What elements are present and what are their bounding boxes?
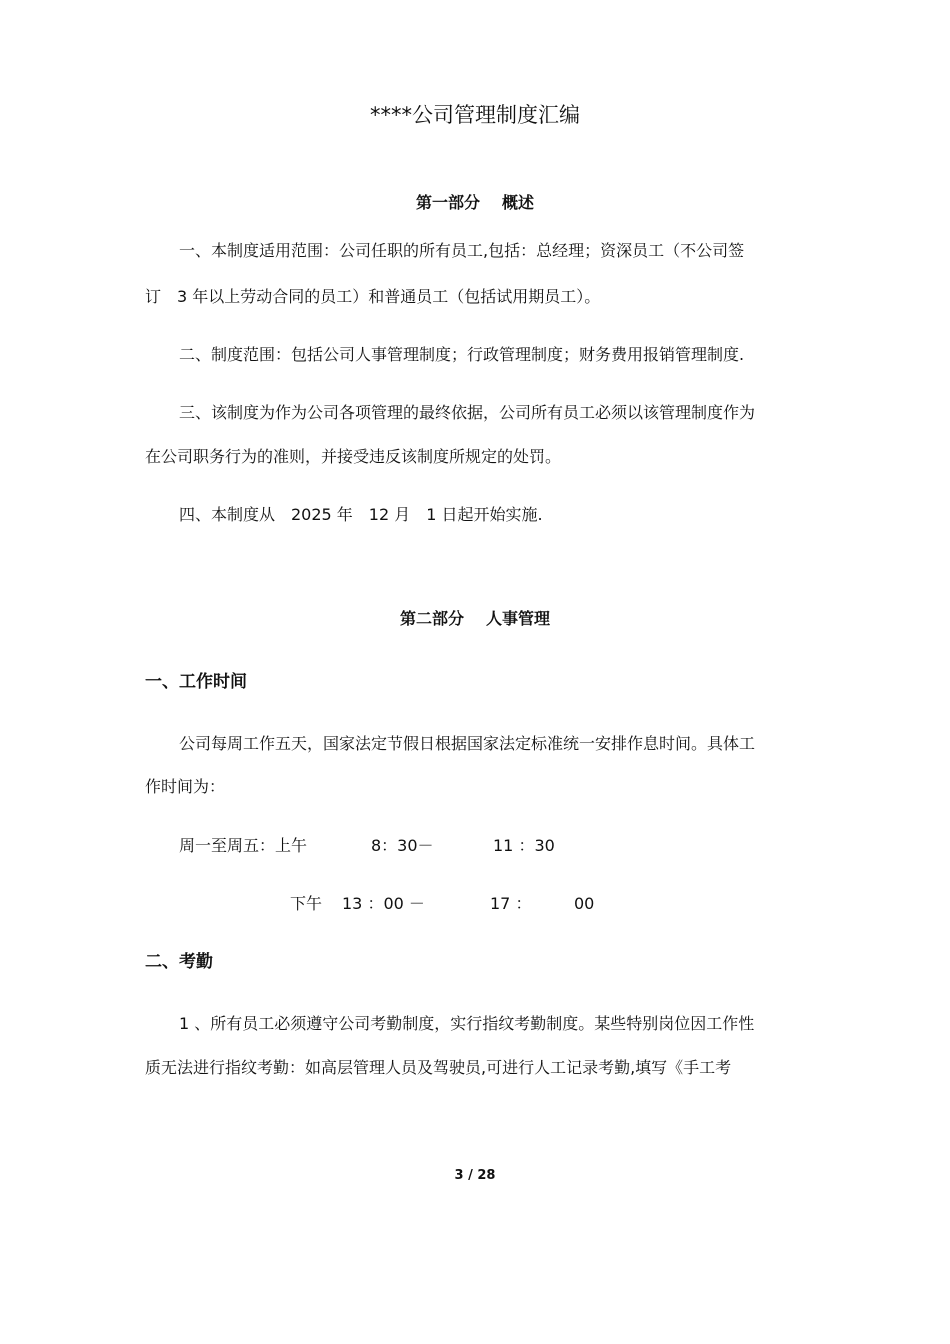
work-hours-paragraph-line1: 公司每周工作五天，国家法定节假日根据国家法定标准统一安排作息时间。具体工 — [179, 734, 756, 753]
part1-paragraph4: 四、本制度从 2025 年 12 月 1 日起开始实施. — [179, 505, 543, 524]
afternoon-end-minute: 00 — [574, 894, 595, 913]
schedule-label: 周一至周五：上午 — [179, 836, 308, 855]
part2-heading-title: 人事管理 — [486, 609, 551, 628]
afternoon-end-hour: 17 ： — [490, 894, 532, 913]
part1-paragraph1-line1: 一、本制度适用范围：公司任职的所有员工,包括：总经理；资深员工（不公司签 — [179, 241, 745, 260]
part2-heading — [0, 607, 950, 631]
morning-start-time: 8：30－ — [371, 836, 434, 855]
section-heading-attendance: 二、考勤 — [145, 952, 213, 972]
page-number: 3 / 28 — [454, 1168, 496, 1183]
part1-heading — [0, 191, 950, 215]
part2-heading-number: 第二部分 — [399, 609, 464, 628]
attendance-paragraph-line1: 1 、所有员工必须遵守公司考勤制度，实行指纹考勤制度。某些特别岗位因工作性 — [179, 1014, 755, 1033]
part1-paragraph1-line2: 订 3 年以上劳动合同的员工）和普通员工（包括试用期员工）。 — [145, 287, 601, 306]
part1-paragraph3-line2: 在公司职务行为的准则，并接受违反该制度所规定的处罚。 — [145, 447, 562, 466]
afternoon-start-time: 13 ：00 － — [342, 894, 425, 913]
part1-heading-number: 第一部分 — [415, 193, 480, 212]
afternoon-label: 下午 — [290, 894, 323, 913]
attendance-paragraph-line2: 质无法进行指纹考勤：如高层管理人员及驾驶员,可进行人工记录考勤,填写《手工考 — [145, 1058, 732, 1077]
document-title: ****公司管理制度汇编 — [370, 103, 580, 127]
section-heading-work-hours: 一、工作时间 — [145, 672, 247, 692]
work-hours-paragraph-line2: 作时间为： — [145, 777, 226, 796]
part1-paragraph3-line1: 三、该制度为作为公司各项管理的最终依据，公司所有员工必须以该管理制度作为 — [179, 403, 756, 422]
morning-end-time: 11 ：30 — [493, 836, 555, 855]
part1-paragraph2: 二、制度范围：包括公司人事管理制度；行政管理制度；财务费用报销管理制度. — [179, 345, 745, 364]
part1-heading-title: 概述 — [502, 193, 535, 212]
